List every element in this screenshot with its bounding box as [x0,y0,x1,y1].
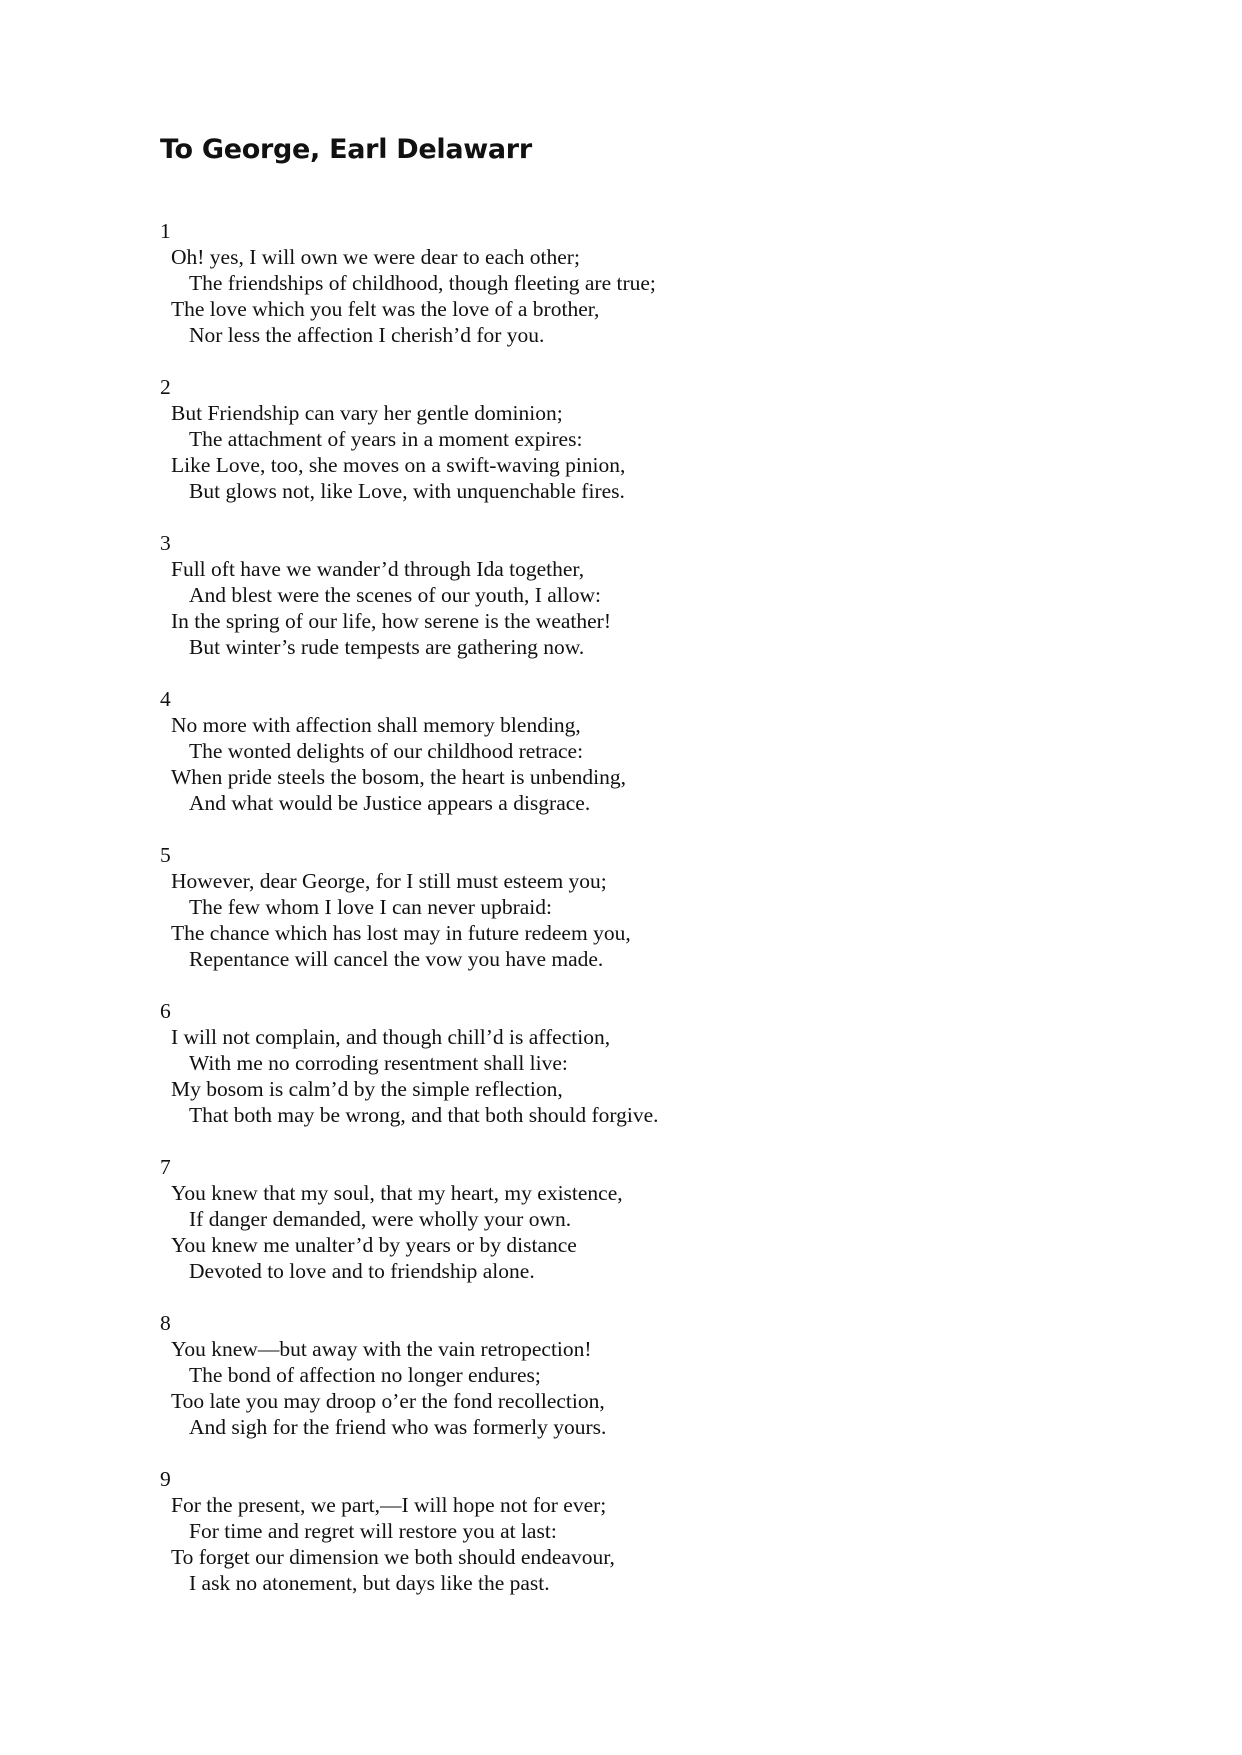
poem-line: That both may be wrong, and that both should forgive. [189,1103,659,1127]
poem-line: However, dear George, for I still must esteem you; [171,869,607,893]
poem-line: With me no corroding resentment shall live: [189,1051,568,1075]
poem-line: You knew—but away with the vain retropection! [171,1337,592,1361]
poem-line: Repentance will cancel the vow you have made. [189,947,604,971]
poem-line: You knew me unalter’d by years or by distance [171,1233,577,1257]
stanza-number: 9 [160,1467,171,1491]
poem-line: But winter’s rude tempests are gathering now. [189,635,585,659]
stanza-5 [160,842,1060,998]
stanza-7 [160,1154,1060,1310]
stanza-number: 3 [160,531,171,555]
poem-line: But glows not, like Love, with unquenchable fires. [189,479,625,503]
poem-title: To George, Earl Delawarr [160,134,532,165]
stanza-6 [160,998,1060,1154]
poem-line: I ask no atonement, but days like the past. [189,1571,550,1595]
poem-line: The friendships of childhood, though fleeting are true; [189,271,656,295]
stanza-number: 7 [160,1155,171,1179]
stanza-3 [160,530,1060,686]
poem-line: You knew that my soul, that my heart, my existence, [171,1181,623,1205]
stanza-number: 2 [160,375,171,399]
poem-line: Too late you may droop o’er the fond recollection, [171,1389,605,1413]
poem-line: I will not complain, and though chill’d is affection, [171,1025,611,1049]
poem-line: No more with affection shall memory blending, [171,713,581,737]
stanza-number: 5 [160,843,171,867]
poem-line: And sigh for the friend who was formerly yours. [189,1415,607,1439]
stanza-4 [160,686,1060,842]
stanza-9 [160,1466,1060,1622]
poem-line: Nor less the affection I cherish’d for you. [189,323,545,347]
poem-body [160,218,1060,1622]
stanza-1 [160,218,1060,374]
poem-line: In the spring of our life, how serene is the weather! [171,609,612,633]
poem-line: And what would be Justice appears a disgrace. [189,791,591,815]
poem-line: Devoted to love and to friendship alone. [189,1259,535,1283]
poem-line: The attachment of years in a moment expires: [189,427,583,451]
poem-line: Oh! yes, I will own we were dear to each other; [171,245,580,269]
poem-line: Full oft have we wander’d through Ida together, [171,557,585,581]
poem-line: For the present, we part,—I will hope not for ever; [171,1493,607,1517]
poem-line: If danger demanded, were wholly your own. [189,1207,572,1231]
poem-line: To forget our dimension we both should endeavour, [171,1545,615,1569]
stanza-number: 4 [160,687,171,711]
stanza-number: 1 [160,219,171,243]
stanza-8 [160,1310,1060,1466]
stanza-number: 6 [160,999,171,1023]
poem-line: The few whom I love I can never upbraid: [189,895,552,919]
poem-line: For time and regret will restore you at last: [189,1519,557,1543]
poem-line: But Friendship can vary her gentle dominion; [171,401,563,425]
poem-line: When pride steels the bosom, the heart is unbending, [171,765,626,789]
poem-line: Like Love, too, she moves on a swift-waving pinion, [171,453,626,477]
stanza-number: 8 [160,1311,171,1335]
poem-line: The bond of affection no longer endures; [189,1363,541,1387]
poem-line: And blest were the scenes of our youth, I allow: [189,583,601,607]
poem-line: The chance which has lost may in future redeem you, [171,921,631,945]
stanza-2 [160,374,1060,530]
poem-line: The love which you felt was the love of a brother, [171,297,600,321]
poem-line: The wonted delights of our childhood retrace: [189,739,584,763]
poem-line: My bosom is calm’d by the simple reflection, [171,1077,563,1101]
